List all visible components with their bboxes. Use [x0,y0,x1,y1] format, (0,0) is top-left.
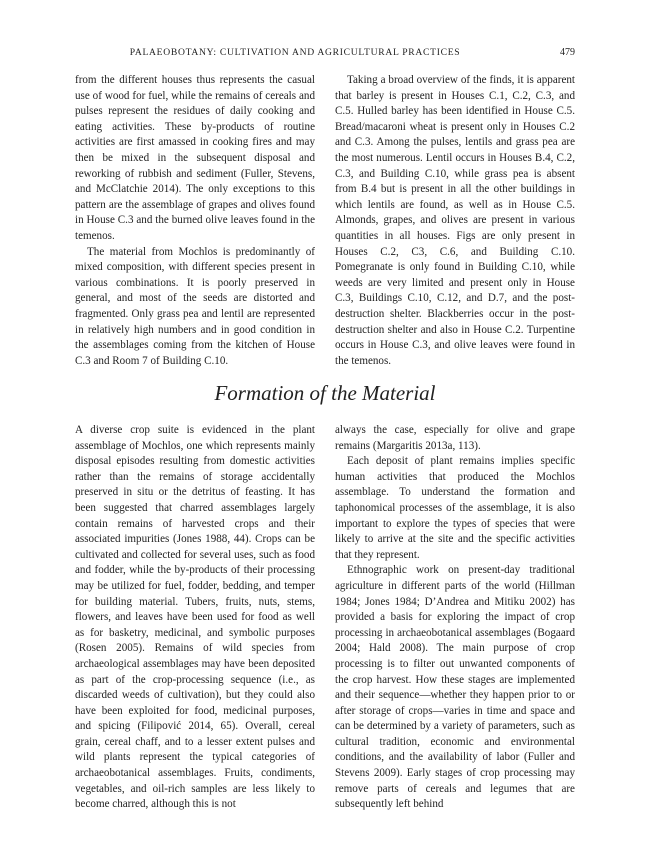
running-title: PALAEOBOTANY: CULTIVATION AND AGRICULTURAL PRACTICES [129,47,461,58]
paragraph: from the different houses thus represents the casual use of wood for fuel, while the remains of cereals and pulses represent the residues of daily cooking and eating activities. These by-products of routine activities are first amassed in cooking fires and may then be mixed in the subsequent disposal and reworking of rubbish and sediment (Fuller, Stevens, and McClatchie 2014). The only exceptions to this pattern are the assemblage of grapes and olives found in House C.3 and the burned olive leaves found in the temenos. [75,74,315,242]
paragraph: always the case, especially for olive and grape remains (Margaritis 2013a, 113). [335,424,575,452]
top-left-column [75,73,315,369]
bottom-right-column [335,423,575,813]
top-right-column [335,73,575,369]
section-heading: Formation of the Material [214,381,436,405]
paragraph: Each deposit of plant remains implies specific human activities that produced the Mochlos assemblage. To understand the formation and taphonomical processes of the assemblage, it is also important to explore the types of species that were likely to arrive at the site and the specific activities that they represent. [335,455,575,561]
page-header [75,47,575,61]
paragraph: Taking a broad overview of the finds, it is apparent that barley is present in Houses C.1, C.2, C.3, and C.5. Hulled barley has been identified in House C.5. Bread/macaroni wheat is present only in Houses C.2 and C.3. Among the pulses, lentils and grass pea are the most numerous. Lentil occurs in Houses B.4, C.2, C.3, and Building C.10, while grass pea is absent from B.4 but is present in all the other buildings in which lentils are found, as well as in House C.5. Almonds, grapes, and olives are present in various quantities in all houses. Figs are only present in Houses C.2, C3, C.6, and Building C.10. Pomegranate is only found in Building C.10, while weeds are very limited and present only in House C.3, Buildings C.10, C.12, and D.7, and the post-destruction shelter. Blackberries occur in the post-destruction shelter and also in House C.2. Turpentine occurs in House C.3, and olive leaves were found in the temenos. [335,74,575,367]
bottom-left-column [75,423,315,813]
paragraph: A diverse crop suite is evidenced in the plant assemblage of Mochlos, one which represents mainly disposal episodes resulting from domestic activities rather than the remains of storage accidentally preserved in situ or the detritus of feasting. It has been suggested that charred assemblages largely contain remains of harvested crops and their associated impurities (Jones 1988, 44). Crops can be cultivated and collected for several uses, such as food and fodder, while the by-products of their processing may be utilized for fuel, fodder, bedding, and temper for building material. Tubers, fruits, nuts, stems, flowers, and leaves have been used for food as well as for basketry, medicinal, and symbolic purposes (Rosen 2005). Remains of wild species from archaeological assemblages may have been deposited as part of the crop-processing sequence (i.e., as discarded weeds of cultivation), but they could also have been exploited for food, medicinal purposes, and spicing (Filipović 2014, 65). Overall, cereal grain, cereal chaff, and to a lesser extent pulses and wild plants represent the typical categories of archaeobotanical assemblages. Fruits, condiments, vegetables, and oil-rich samples are less likely to become charred, although this is not [75,424,315,811]
page-number: 479 [560,47,575,58]
paragraph: The material from Mochlos is predominantly of mixed composition, with different species present in various combinations. It is poorly preserved in general, and most of the seeds are distorted and fragmented. Only grass pea and lentil are represented in relatively high numbers and in good condition in the assemblages coming from the kitchen of House C.3 and Room 7 of Building C.10. [75,245,315,367]
paragraph: Ethnographic work on present-day traditional agriculture in different parts of the world (Hillman 1984; Jones 1984; D’Andrea and Mitiku 2002) has provided a basis for exploring the impact of crop processing in archaeobotanical assemblages (Bogaard 2004; Hald 2008). The main purpose of crop processing is to filter out unwanted components of the crop harvest. How these stages are implemented and their sequence—whether they happen prior to or after storage of crops—varies in time and space and can be determined by a variety of parameters, such as cultural tradition, economic and environmental conditions, and the availability of labor (Fuller and Stevens 2009). Early stages of crop processing may remove parts of cereals and legumes that are subsequently left behind [335,564,575,811]
